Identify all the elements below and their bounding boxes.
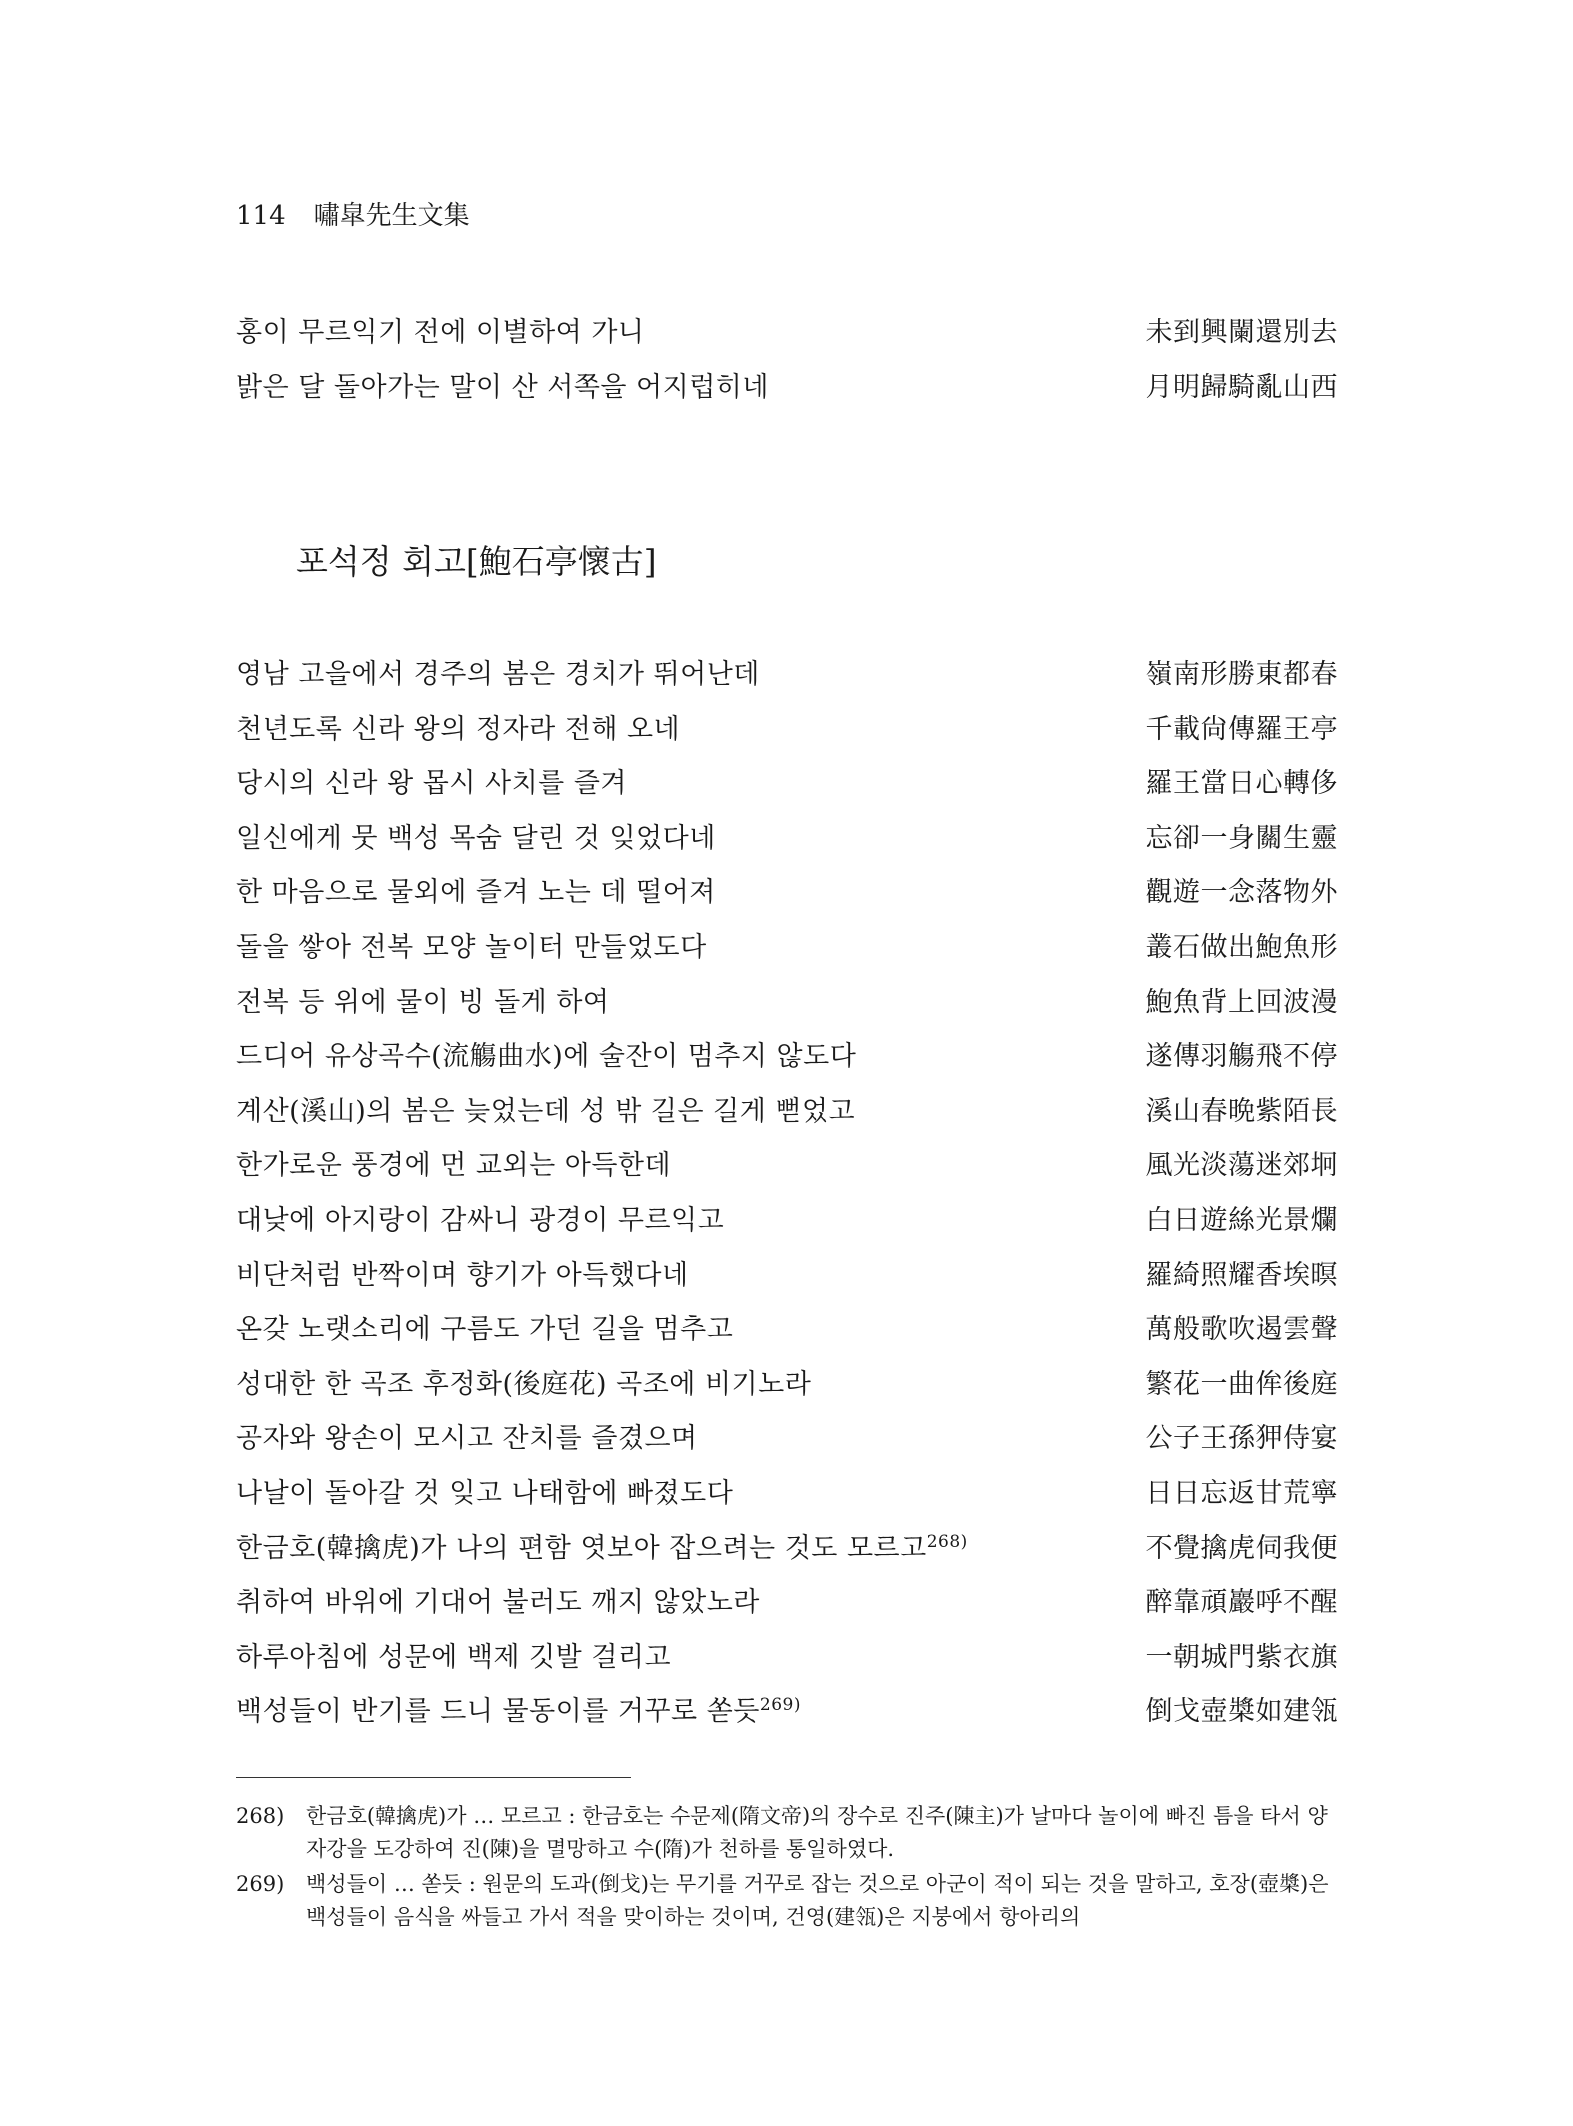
poem-line xyxy=(236,761,1338,801)
korean-text: 계산(溪山)의 봄은 늦었는데 성 밖 길은 길게 뻗었고 xyxy=(236,1096,856,1127)
korean-text: 드디어 유상곡수(流觴曲水)에 술잔이 멈추지 않도다 xyxy=(236,1041,857,1072)
hanja-text: 一朝城門紫衣旗 xyxy=(1145,1642,1338,1673)
hanja-text: 嶺南形勝東都春 xyxy=(1145,659,1338,690)
hanja-text: 不覺擒虎伺我便 xyxy=(1145,1533,1338,1564)
hanja-text: 千載尙傳羅王亭 xyxy=(1145,714,1338,745)
page-header xyxy=(236,195,470,232)
hanja-text: 醉靠頑巖呼不醒 xyxy=(1145,1587,1338,1618)
poem-line xyxy=(236,1307,1338,1347)
footnote-marker[interactable]: 268) xyxy=(926,1532,968,1552)
page-number: 114 xyxy=(236,201,286,231)
korean-text: 당시의 신라 왕 몹시 사치를 즐겨 xyxy=(236,768,627,799)
hanja-text: 萬般歌吹遏雲聲 xyxy=(1145,1314,1338,1345)
poem-line xyxy=(236,1198,1338,1238)
poem-line xyxy=(236,1034,1338,1074)
korean-text: 대낮에 아지랑이 감싸니 광경이 무르익고 xyxy=(236,1205,725,1236)
korean-line-wrap xyxy=(236,1689,801,1728)
footnote-number: 268) xyxy=(236,1804,285,1828)
hanja-text: 繁花一曲侔後庭 xyxy=(1145,1369,1338,1400)
korean-text: 일신에게 뭇 백성 목숨 달린 것 잊었다네 xyxy=(236,823,716,854)
poem-line xyxy=(236,816,1338,856)
poem-line xyxy=(236,1526,1338,1566)
footnote-marker[interactable]: 269) xyxy=(759,1695,801,1715)
footnote-rule xyxy=(236,1777,631,1778)
korean-text: 백성들이 반기를 드니 물동이를 거꾸로 쏟듯 xyxy=(236,1696,760,1727)
footnote-text: 백성들이 … 쏟듯 : 원문의 도과(倒戈)는 무기를 거꾸로 잡는 것으로 아군이 적이 되는 것을 말하고, 호장(壺槳)은 백성들이 음식을 싸들고 가서 적을 맞이하는 것이며, 건영(建瓴)은 지붕에서 항아리의 xyxy=(306,1872,1329,1929)
korean-text: 온갖 노랫소리에 구름도 가던 길을 멈추고 xyxy=(236,1314,734,1345)
poem-line xyxy=(236,707,1338,747)
korean-text: 전복 등 위에 물이 빙 돌게 하여 xyxy=(236,987,610,1018)
footnote-text: 한금호(韓擒虎)가 … 모르고 : 한금호는 수문제(隋文帝)의 장수로 진주(陳主)가 날마다 놀이에 빠진 틈을 타서 양자강을 도강하여 진(陳)을 멸망하고 수(隋)가 천하를 통일하였다. xyxy=(306,1804,1328,1861)
intro-line xyxy=(236,310,1338,350)
footnote xyxy=(236,1868,1338,1934)
book-title: 嘯皐先生文集 xyxy=(313,201,470,231)
poem-line xyxy=(236,1580,1338,1620)
hanja-text: 風光淡蕩迷郊坰 xyxy=(1145,1150,1338,1181)
hanja-text: 日日忘返甘荒寧 xyxy=(1145,1478,1338,1509)
korean-text: 홍이 무르익기 전에 이별하여 가니 xyxy=(236,317,645,348)
hanja-text: 忘卻一身關生靈 xyxy=(1145,823,1338,854)
hanja-text: 觀遊一念落物外 xyxy=(1145,877,1338,908)
hanja-text: 羅王當日心轉侈 xyxy=(1145,768,1338,799)
poem-line xyxy=(236,925,1338,965)
korean-text: 취하여 바위에 기대어 불러도 깨지 않았노라 xyxy=(236,1587,760,1618)
korean-text: 한가로운 풍경에 먼 교외는 아득한데 xyxy=(236,1150,672,1181)
hanja-text: 月明歸騎亂山西 xyxy=(1145,372,1338,403)
hanja-text: 遂傳羽觴飛不停 xyxy=(1145,1041,1338,1072)
intro-line xyxy=(236,365,1338,405)
korean-text: 한 마음으로 물외에 즐겨 노는 데 떨어져 xyxy=(236,877,716,908)
korean-text: 한금호(韓擒虎)가 나의 편함 엿보아 잡으려는 것도 모르고 xyxy=(236,1533,927,1564)
poem-line xyxy=(236,1635,1338,1675)
poem-line xyxy=(236,1471,1338,1511)
korean-text: 천년도록 신라 왕의 정자라 전해 오네 xyxy=(236,714,681,745)
korean-line-wrap xyxy=(236,1526,968,1565)
hanja-text: 叢石做出鮑魚形 xyxy=(1145,932,1338,963)
hanja-text: 羅綺照耀香埃暝 xyxy=(1145,1260,1338,1291)
footnote-number: 269) xyxy=(236,1872,285,1896)
poem-line xyxy=(236,1143,1338,1183)
footnote xyxy=(236,1800,1338,1866)
korean-text: 성대한 한 곡조 후정화(後庭花) 곡조에 비기노라 xyxy=(236,1369,812,1400)
korean-text: 영남 고을에서 경주의 봄은 경치가 뛰어난데 xyxy=(236,659,760,690)
korean-text: 공자와 왕손이 모시고 잔치를 즐겼으며 xyxy=(236,1423,698,1454)
korean-text: 밝은 달 돌아가는 말이 산 서쪽을 어지럽히네 xyxy=(236,372,769,403)
poem-line xyxy=(236,1253,1338,1293)
poem-line xyxy=(236,980,1338,1020)
hanja-text: 倒戈壺槳如建瓴 xyxy=(1145,1696,1338,1727)
poem-line xyxy=(236,1362,1338,1402)
korean-text: 비단처럼 반짝이며 향기가 아득했다네 xyxy=(236,1260,689,1291)
poem-line xyxy=(236,1416,1338,1456)
korean-text: 나날이 돌아갈 것 잊고 나태함에 빠졌도다 xyxy=(236,1478,734,1509)
hanja-text: 溪山春晩紫陌長 xyxy=(1145,1096,1338,1127)
korean-text: 하루아침에 성문에 백제 깃발 걸리고 xyxy=(236,1642,672,1673)
poem-line xyxy=(236,1689,1338,1729)
hanja-text: 公子王孫狎侍宴 xyxy=(1145,1423,1338,1454)
poem-line xyxy=(236,652,1338,692)
hanja-text: 未到興闌還別去 xyxy=(1145,317,1338,348)
hanja-text: 白日遊絲光景爛 xyxy=(1145,1205,1338,1236)
korean-text: 돌을 쌓아 전복 모양 놀이터 만들었도다 xyxy=(236,932,707,963)
section-title: 포석정 회고[鮑石亭懷古] xyxy=(296,542,657,581)
hanja-text: 鮑魚背上回波漫 xyxy=(1145,987,1338,1018)
poem-line xyxy=(236,1089,1338,1129)
poem-line xyxy=(236,870,1338,910)
